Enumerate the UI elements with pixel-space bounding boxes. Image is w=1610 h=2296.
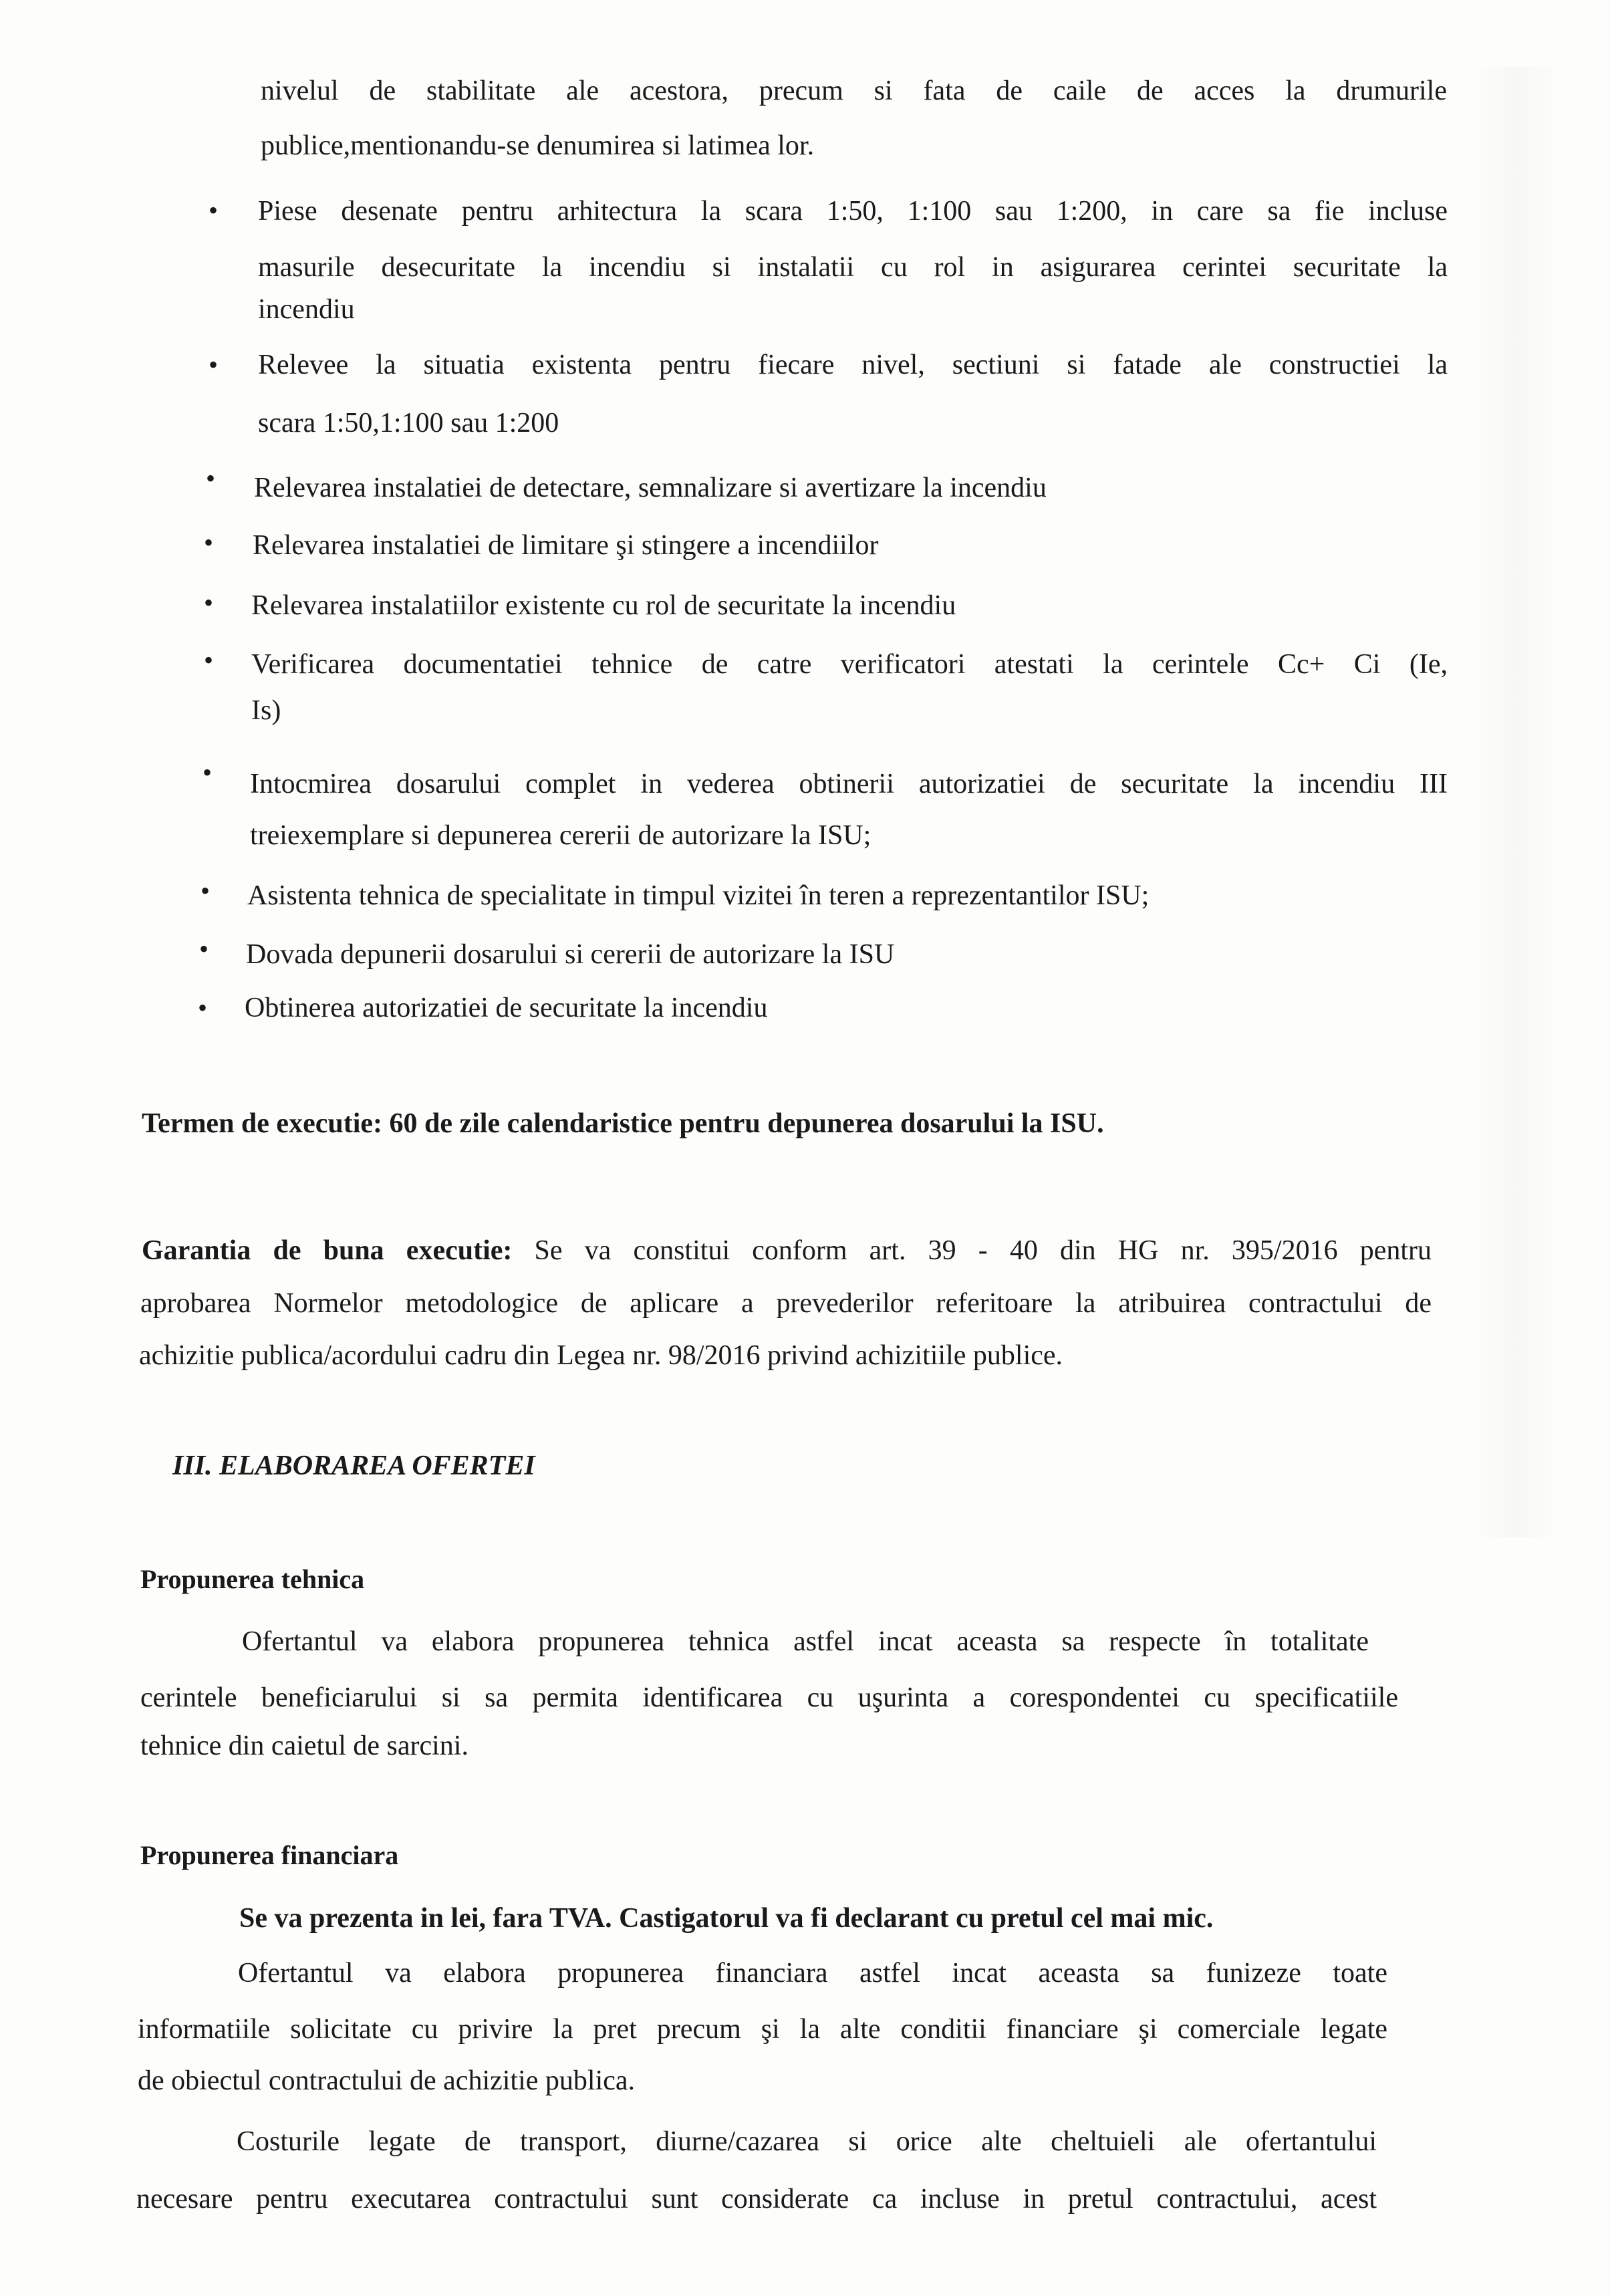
garantia-label: Garantia de buna executie: <box>142 1235 513 1266</box>
bullet-10-dot: • <box>198 993 208 1023</box>
bullet-5-line-1: Relevarea instalatiilor existente cu rol de securitate la incendiu <box>251 590 956 621</box>
intro-line-2: publice,mentionandu-se denumirea si latimea lor. <box>261 130 815 161</box>
financiara-p2-line-1: Costurile legate de transport, diurne/cazarea si orice alte cheltuieli ale ofertantului <box>237 2126 1377 2157</box>
bullet-3-line-1: Relevarea instalatiei de detectare, semnalizare si avertizare la incendiu <box>254 473 1047 503</box>
bullet-2-line-2: scara 1:50,1:100 sau 1:200 <box>258 408 559 438</box>
bullet-5-dot: • <box>204 588 214 618</box>
bullet-7-dot: • <box>203 757 213 787</box>
termen-executie: Termen de executie: 60 de zile calendaristice pentru depunerea dosarului la ISU. <box>142 1108 1104 1139</box>
bullet-7-line-1: Intocmirea dosarului complet in vederea obtinerii autorizatiei de securitate la incendiu III <box>250 769 1448 799</box>
bullet-6-dot: • <box>204 645 214 675</box>
bullet-3-dot: • <box>206 463 216 493</box>
tehnica-line-1: Ofertantul va elabora propunerea tehnica astfel incat aceasta sa respecte în totalitate <box>242 1626 1369 1657</box>
financiara-p1-line-3: de obiectul contractului de achizitie publica. <box>138 2065 636 2096</box>
garantia-line-1 <box>142 1232 1432 1269</box>
garantia-text-1: Se va constitui conform art. 39 - 40 din HG nr. 395/2016 pentru <box>534 1235 1432 1266</box>
section-heading: III. ELABORAREA OFERTEI <box>172 1450 535 1481</box>
tehnica-line-2: cerintele beneficiarului si sa permita identificarea cu uşurinta a corespondentei cu specificatiile <box>140 1682 1398 1713</box>
bullet-9-line-1: Dovada depunerii dosarului si cererii de autorizare la ISU <box>246 939 895 970</box>
bullet-1-line-1: Piese desenate pentru arhitectura la scara 1:50, 1:100 sau 1:200, in care sa fie incluse <box>258 196 1448 227</box>
intro-line-1: nivelul de stabilitate ale acestora, precum si fata de caile de acces la drumurile <box>261 76 1447 106</box>
financiara-p2-line-2: necesare pentru executarea contractului sunt considerate ca incluse in pretul contractului, acest <box>136 2184 1377 2214</box>
bullet-2-dot: • <box>209 350 219 380</box>
bullet-6-line-2: Is) <box>251 695 281 726</box>
show-through-shadow <box>1470 67 1564 1537</box>
garantia-line-2: aprobarea Normelor metodologice de aplicare a prevederilor referitoare la atribuirea contractului de <box>140 1288 1432 1319</box>
propunerea-financiara-title: Propunerea financiara <box>140 1840 399 1870</box>
garantia-line-3: achizitie publica/acordului cadru din Legea nr. 98/2016 privind achizitiile publice. <box>139 1340 1063 1371</box>
tehnica-line-3: tehnice din caietul de sarcini. <box>140 1731 468 1761</box>
bullet-7-line-2: treiexemplare si depunerea cererii de autorizare la ISU; <box>250 820 871 851</box>
financiara-bold-line: Se va prezenta in lei, fara TVA. Castigatorul va fi declarant cu pretul cel mai mic. <box>239 1903 1214 1934</box>
bullet-1-line-3: incendiu <box>258 294 355 325</box>
bullet-4-line-1: Relevarea instalatiei de limitare şi stingere a incendiilor <box>253 530 879 561</box>
bullet-1-line-2: masurile desecuritate la incendiu si instalatii cu rol in asigurarea cerintei securitate la <box>258 252 1448 283</box>
propunerea-tehnica-title: Propunerea tehnica <box>140 1564 365 1594</box>
bullet-6-line-1: Verificarea documentatiei tehnice de catre verificatori atestati la cerintele Cc+ Ci (Ie, <box>251 649 1448 680</box>
bullet-8-line-1: Asistenta tehnica de specialitate in timpul vizitei în teren a reprezentantilor ISU; <box>247 880 1150 911</box>
bullet-8-dot: • <box>200 876 211 906</box>
financiara-p1-line-2: informatiile solicitate cu privire la pret precum şi la alte conditii financiare şi comerciale legate <box>138 2014 1387 2045</box>
bullet-9-dot: • <box>199 934 209 964</box>
bullet-4-dot: • <box>204 527 214 557</box>
bullet-10-line-1: Obtinerea autorizatiei de securitate la incendiu <box>245 993 768 1023</box>
bullet-1-dot: • <box>209 195 219 225</box>
financiara-p1-line-1: Ofertantul va elabora propunerea financiara astfel incat aceasta sa funizeze toate <box>238 1958 1387 1989</box>
bullet-2-line-1: Relevee la situatia existenta pentru fiecare nivel, sectiuni si fatade ale constructiei la <box>258 350 1448 380</box>
